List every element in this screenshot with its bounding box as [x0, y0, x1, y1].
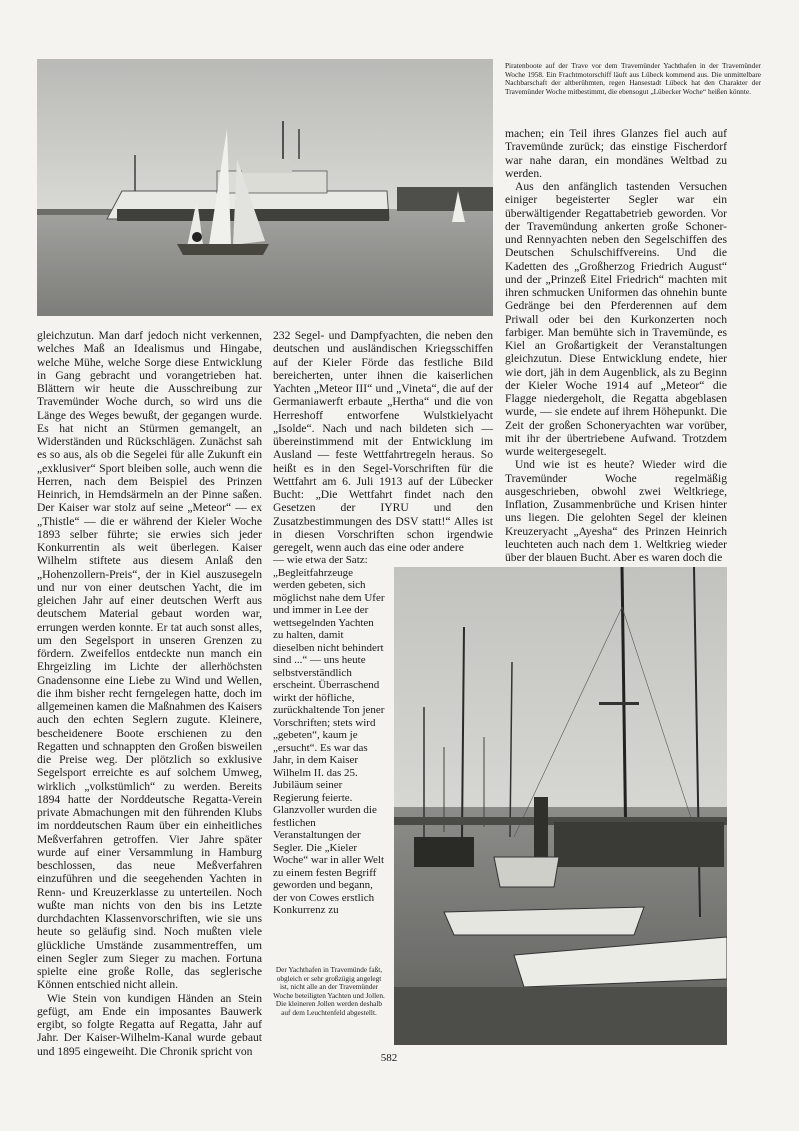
column-middle-paragraph: 232 Segel- und Dampfyachten, die neben den deutschen und ausländischen Kriegsschiffen auf der Kieler Förde das festliche Bild bereicherten, unter ihnen die kaiserlichen Yachten „Meteor III“ und „Vineta“, die auf der Germaniawerft erbaute „Hertha“ und die von Herreshoff entworfene Wulstkielyacht „Isolde“. Nach und nach bildeten sich — übereinstimmend mit der Entwicklung im Ausland — feste Wettfahrtregeln heraus. So heißt es in den Segel-Vorschriften für die Wettfahrt am 6. Juli 1913 auf der Lübecker Bucht: „Die Wettfahrt findet nach den Gesetzen der IYRU und den Zusatzbestimmungen des DSV statt!“ Alles ist in diesen Vorschriften schon irgendwie geregelt, wenn auch das eine oder andere	[273, 329, 493, 554]
bottom-photo-caption: Der Yachthafen in Travemünde faßt, obgleich er sehr großzügig angelegt ist, nicht alle an der Travemünder Woche beteiligten Yachten und Jollen. Die kleineren Jollen werden deshalb auf dem Leuchtenfeld abgestellt.	[273, 965, 385, 1017]
column-left	[37, 329, 262, 1058]
column-left-paragraph-2: Wie Stein von kundigen Händen an Stein gefügt, am Ende ein imposantes Bauwerk ergibt, so folgte Regatta auf Regatta, Jahr auf Jahr. Der Kaiser-Wilhelm-Kanal wurde gebaut und 1895 eingeweiht. Die Chronik spricht von	[37, 991, 262, 1058]
column-right-paragraph-1: machen; ein Teil ihres Glanzes fiel auch auf Travemünde zurück; das einstige Fischerdorf war nahe daran, ein mondänes Weltbad zu werden.	[505, 127, 727, 180]
column-left-paragraph-1: gleichzutun. Man darf jedoch nicht verkennen, welches Maß an Idealismus und Hingabe, welche Mühe, welche Sorge diese Entwicklung in Gang gebracht und vorangetrieben hat. Blättern wir heute die Ausschreibung zur Travemünder Woche durch, so wird uns die Länge des Weges bewußt, der gegangen wurde. Es hat nicht an Stürmen gemangelt, an Widerständen und Rückschlägen. Zunächst sah es so aus, als ob die Segelei für alle Zukunft ein „exklusiver“ Sport bleiben solle, auch wenn die Herren, nach dem Beispiel des Prinzen Heinrich, in Hemdsärmeln an der Pinne saßen. Der Kaiser war stolz auf seine „Meteor“ — ex „Thistle“ — die er während der Kieler Woche 1893 selber führte; sie erwies sich jeder Konkurrentin als weit überlegen. Kaiser Wilhelm stiftete aus diesem Anlaß den „Hohenzollern-Preis“, der in Kiel auszusegeln und nur von einer deutschen Yacht, die im gleichen Jahr auf einer deutschen Werft aus deutschem Material gebaut worden war, errungen werden konnte. Er tat auch sonst alles, um den Segelsport in unseren Grenzen zu fördern. Zweifellos entdeckte nun manch ein Ehrgeizling im Lichte der allerhöchsten Gnadensonne eine Liebe zu Wind und Wellen, die ihm bisher recht ferngelegen hatte, doch im allgemeinen kamen die Maßnahmen des Kaisers auch den echten Seglern zugute. Kleinere, bescheidenere Boote erschienen zu den Regatten und schnappten den Großen bisweilen die Preise weg. Der plötzlich so exklusive Segelsport erreichte es auf solchem Umweg, wirklich „volkstümlich“ zu werden. Bereits 1894 hatte der Norddeutsche Regatta-Verein private Abmachungen mit den führenden Klubs im norddeutschen Raum über ein einheitliches Meßverfahren getroffen. Vier Jahre später wurde auf einer Versammlung in Hamburg beschlossen, das neue Meßverfahren einzuführen und die seegehenden Yachten in Renn- und Kreuzerklasse zu unterteilen. Noch wußte man nichts von den bis ins Letzte durchdachten Klassenvorschriften, wie sie uns heute so geläufig sind. Noch mußten viele glückliche Umstände zusammentreffen, um einen Segler zum Sieger zu machen. Fortuna spielte eine große Rolle, das seglerische Können entschied nicht allein.	[37, 329, 262, 992]
photo-trave-boats-image	[37, 59, 493, 316]
photo-trave-boats	[37, 59, 493, 316]
column-right-paragraph-2: Aus den anfänglich tastenden Versuchen einiger begeisterter Segler war ein überwältigender Regattabetrieb geworden. Vor der Travemündung ankerten große Schoner- und Rennyachten neben den Segelschiffen des Deutschen Schulschiffvereins. Und die Kadetten des „Großherzog Friedrich August“ und der „Prinzeß Eitel Friedrich“ machten mit ihren schmucken Uniformen das ohnehin bunte Gedränge bei den Pferderennen auf dem Priwall oder bei den Kurkonzerten noch farbiger. Man bemühte sich in Travemünde, es Kiel an Großartigkeit der Veranstaltungen gleichzutun. Diese Entwicklung endete, hier wie dort, jäh in dem Augenblick, als zu Beginn der Kieler Woche 1914 auf „Meteor“ die Flagge niedergeholt, die Regatta abgeblasen wurde, — sie endete auf ihrem Höhepunkt. Die Zeit der großen Schoneryachten war vorüber, mit ihr der übertriebene Aufwand. Trotzdem wurde weitergesegelt.	[505, 180, 727, 458]
column-narrow-paragraph: — wie etwa der Satz: „Begleitfahrzeuge werden gebeten, sich möglichst nahe dem Ufer und immer in Lee der wettsegelnden Yachten zu halten, damit dieselben nicht behindert sind ...“ — uns heute selbstverständlich erscheint. Überraschend wirkt der höfliche, zurückhaltende Ton jener Vorschriften; stets wird „gebeten“, kaum je „ersucht“. Es war das Jahr, in dem Kaiser Wilhelm II. das 25. Jubiläum seiner Regierung feierte. Glanzvoller wurden die festlichen Veranstaltungen der Segler. Die „Kieler Woche“ war in aller Welt zu einem festen Begriff geworden und begann, der von Cowes erstlich Konkurrenz zu	[273, 554, 385, 916]
column-right-paragraph-3: Und wie ist es heute? Wieder wird die Travemünder Woche regelmäßig ausgeschrieben, obwohl zwei Weltkriege, Inflation, Zusammenbrüche und Krisen hinter uns liegen. Die gelohten Segel der kleinen Kreuzeryacht „Ayesha“ des Prinzen Heinrich leuchteten auch nach dem 1. Weltkrieg wieder über der blauen Bucht. Aber es waren doch die	[505, 458, 727, 564]
column-right	[505, 127, 727, 564]
photo-yacht-harbour-image	[394, 567, 727, 1045]
top-photo-caption: Piratenboote auf der Trave vor dem Travemünder Yachthafen in der Travemünder Woche 1958. Ein Frachtmotorschiff läuft aus Lübeck kommend aus. Die unmittelbare Nachbarschaft der altberühmten, regen Hansestadt Lübeck hat den Charakter der Travemünder Woche mitbestimmt, die ebensogut „Lübecker Woche“ heißen könnte.	[505, 61, 761, 96]
column-middle	[273, 329, 493, 554]
photo-yacht-harbour	[394, 567, 727, 1045]
column-narrow	[273, 554, 385, 917]
page-number: 582	[380, 1052, 398, 1064]
